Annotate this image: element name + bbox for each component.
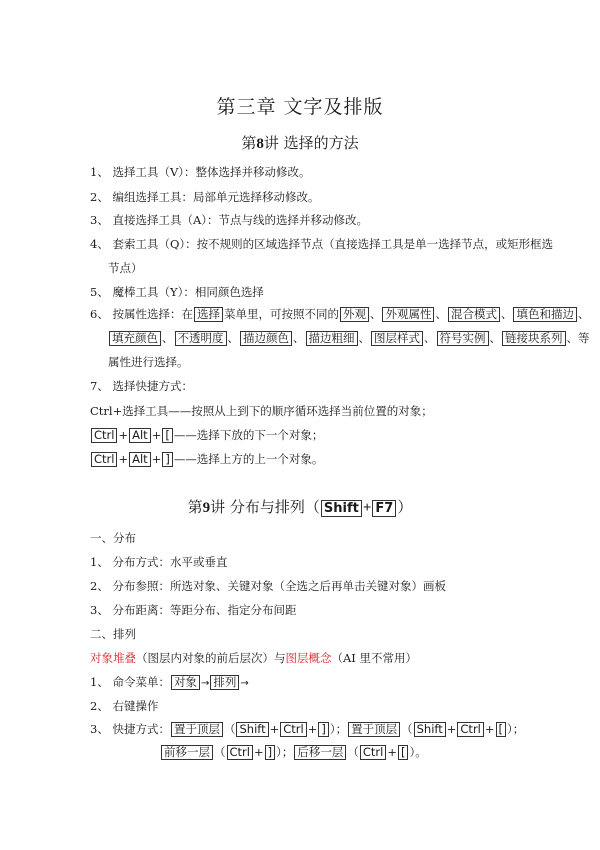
sep: ；: [335, 722, 348, 736]
item-4-line-2: 节点）: [108, 261, 143, 275]
shortcut-2-text: ——选择下放的下一个对象；: [173, 428, 324, 442]
key-ctrl: Ctrl: [227, 745, 253, 760]
sep: 、: [293, 331, 305, 345]
key-fill-and-stroke: 填色和描边: [513, 307, 577, 322]
key-stroke-color: 描边颜色: [240, 331, 292, 346]
paren: （: [214, 745, 226, 759]
lesson-8-number: 8: [256, 136, 264, 152]
key-right-bracket: ]: [162, 452, 173, 467]
paren: ）: [276, 745, 282, 759]
stack-text: （图层内对象的前后层次）与: [136, 651, 286, 665]
lesson-9-prefix: 第: [187, 498, 203, 516]
key-alt: Alt: [129, 428, 151, 443]
sep: 、: [369, 307, 382, 321]
plus: +: [118, 452, 129, 466]
sep: 、: [577, 307, 590, 321]
item-2: 2、 编组选择工具：局部单元选择移动修改。: [90, 190, 320, 204]
lesson-8-title: [0, 132, 600, 153]
key-opacity: 不透明度: [175, 331, 227, 346]
sep: 、: [435, 307, 447, 321]
key-alt: Alt: [129, 452, 151, 467]
distribute-3: 3、 分布距离：等距分布、指定分布间距: [90, 603, 297, 617]
paren: （: [223, 722, 236, 736]
plus: +: [151, 428, 162, 442]
stack-line: [90, 650, 514, 666]
lesson-8-suffix: 讲 选择的方法: [263, 134, 359, 152]
shortcut-3: [90, 451, 514, 467]
plus: +: [151, 452, 162, 466]
key-stroke-weight: 描边粗细: [306, 331, 358, 346]
item-6-line-2: [90, 330, 590, 346]
lesson-9-close: ）: [397, 498, 413, 516]
paren: ）: [329, 722, 336, 736]
section-distribute: 一、分布: [90, 531, 136, 545]
key-bring-forward: 前移一层: [161, 745, 213, 760]
plus: +: [118, 428, 129, 442]
key-send-to-back: 置于顶层: [348, 722, 400, 737]
sep: ；: [512, 722, 525, 736]
key-bring-to-front: 置于顶层: [171, 722, 223, 737]
paren: （: [347, 745, 359, 759]
plus: +: [269, 722, 280, 736]
plus: +: [446, 722, 457, 736]
arrange-2: 2、 右键操作: [90, 699, 159, 713]
key-left-bracket: [: [162, 428, 173, 443]
key-select-menu: 选择: [194, 307, 223, 322]
paren: （: [401, 722, 413, 736]
key-right-bracket: ]: [318, 722, 329, 737]
key-left-bracket: [: [398, 745, 409, 760]
key-f7: F7: [372, 500, 396, 517]
object-stack-term: 对象堆叠: [90, 651, 136, 665]
shortcut-2: [90, 427, 514, 443]
end-mark: 。: [415, 745, 427, 759]
sep: ；: [281, 745, 294, 759]
item-5: 5、 魔棒工具（Y）：相同颜色选择: [90, 285, 264, 299]
key-appearance-attributes: 外观属性: [382, 307, 434, 322]
item-6-mid: 菜单里，可按照不同的: [223, 307, 339, 321]
arrange-1-label: 1、 命令菜单：: [90, 675, 170, 689]
arrange-1: [90, 674, 514, 692]
section-arrange: 二、排列: [90, 627, 136, 641]
arrange-3-line-2: [160, 744, 514, 760]
plus: +: [307, 722, 318, 736]
paren: ）: [507, 722, 513, 736]
lesson-9-title: [0, 496, 600, 517]
shortcut-1: Ctrl+选择工具——按照从上到下的顺序循环选择当前位置的对象；: [90, 404, 433, 418]
key-graphic-style: 图层样式: [371, 331, 423, 346]
key-ctrl: Ctrl: [360, 745, 386, 760]
key-ctrl: Ctrl: [457, 722, 483, 737]
key-symbol-instance: 符号实例: [437, 331, 489, 346]
key-arrange-menu: 排列: [210, 675, 239, 690]
key-shift: Shift: [414, 722, 446, 737]
lesson-8-prefix: 第: [241, 134, 257, 152]
distribute-2: 2、 分布参照：所选对象、关键对象（全选之后再单击关键对象）画板: [90, 579, 446, 593]
lesson-9-number: 9: [202, 500, 211, 516]
lesson-9-suffix: 讲 分布与排列（: [210, 498, 320, 516]
item-6-line-1: [90, 306, 590, 322]
shortcut-3-text: ——选择上方的上一个对象。: [173, 452, 324, 466]
item-6-lead: 6、 按属性选择：在: [90, 307, 193, 321]
key-appearance: 外观: [340, 307, 369, 322]
plus: +: [362, 500, 372, 516]
sep: 、: [227, 331, 239, 345]
paren: ）: [409, 745, 416, 759]
arrange-3-line-1: [90, 721, 525, 737]
item-7: 7、 选择快捷方式：: [90, 379, 193, 393]
key-link-block-series: 链接块系列: [502, 331, 566, 346]
key-send-backward: 后移一层: [294, 745, 346, 760]
arrow-icon: →: [200, 678, 210, 689]
plus: +: [387, 745, 397, 759]
item-4-line-1: 4、 套索工具（Q）：按不规则的区域选择节点（直接选择工具是单一选择节点，或矩形框选: [90, 237, 554, 251]
key-right-bracket: ]: [265, 745, 276, 760]
chapter-title: 第三章 文字及排版: [216, 96, 384, 118]
item-6-line-3: 属性进行选择。: [108, 355, 189, 369]
key-ctrl: Ctrl: [91, 428, 117, 443]
key-ctrl: Ctrl: [280, 722, 306, 737]
item-3: 3、 直接选择工具（A）：节点与线的选择并移动修改。: [90, 213, 369, 227]
item-1: 1、 选择工具（V）：整体选择并移动修改。: [90, 165, 311, 179]
key-object-menu: 对象: [171, 675, 200, 690]
plus: +: [253, 745, 264, 759]
key-fill-color: 填充颜色: [109, 331, 161, 346]
arrow-icon: →: [240, 678, 249, 689]
key-left-bracket: [: [496, 722, 507, 737]
key-shift: Shift: [236, 722, 268, 737]
key-blend-mode: 混合模式: [448, 307, 500, 322]
layer-concept-term: 图层概念: [285, 651, 332, 665]
sep: 、: [358, 331, 370, 345]
sep: 、: [162, 331, 174, 345]
item-6-tail: 、等: [566, 331, 590, 345]
key-shift: Shift: [321, 500, 362, 517]
sep: 、: [500, 307, 513, 321]
sep: 、: [424, 331, 436, 345]
layer-text: （AI 里不常用）: [331, 651, 418, 665]
sep: 、: [489, 331, 501, 345]
arrange-3-label: 3、 快捷方式：: [90, 722, 170, 736]
plus: +: [484, 722, 495, 736]
distribute-1: 1、 分布方式：水平或垂直: [90, 555, 228, 569]
key-ctrl: Ctrl: [91, 452, 117, 467]
